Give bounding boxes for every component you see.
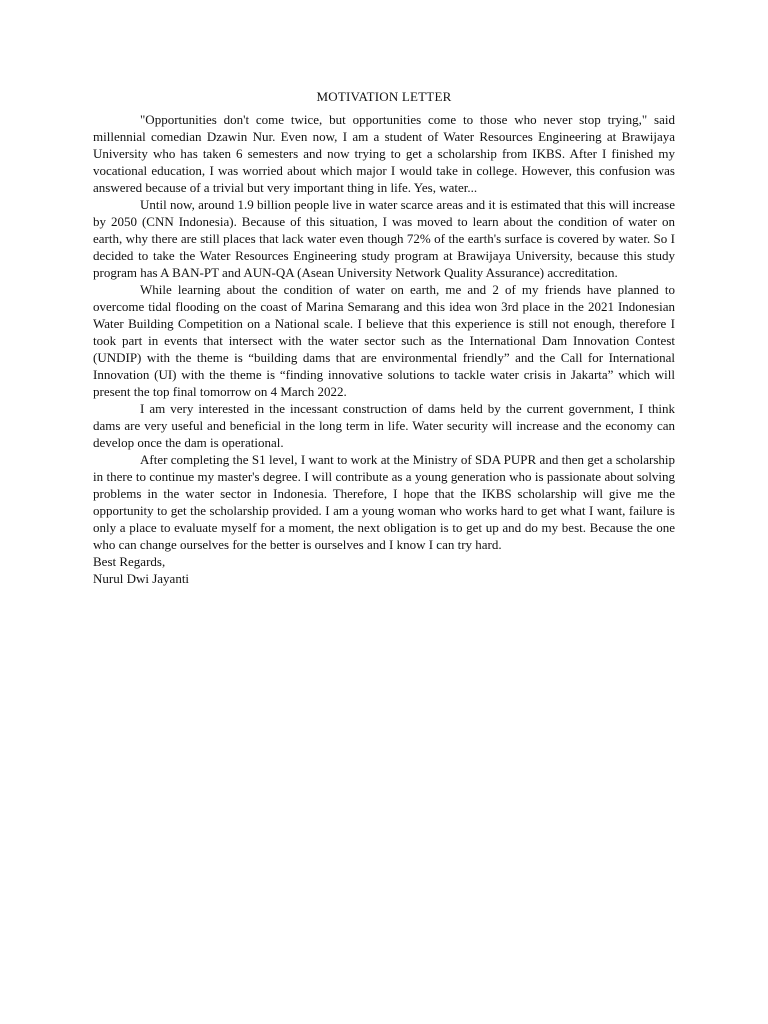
letter-body xyxy=(93,88,675,587)
paragraph-1: "Opportunities don't come twice, but opportunities come to those who never stop trying," said millennial comedian Dzawin Nur. Even now, I am a student of Water Resources Engineering at Brawijaya University who has taken 6 semesters and now trying to get a scholarship from IKBS. After I finished my vocational education, I was worried about which major I would take in college. However, this confusion was answered because of a trivial but very important thing in life. Yes, water... xyxy=(93,112,675,195)
paragraph-3: While learning about the condition of water on earth, me and 2 of my friends have planned to overcome tidal flooding on the coast of Marina Semarang and this idea won 3rd place in the 2021 Indonesian Water Building Competition on a National scale. I believe that this experience is still not enough, therefore I took part in events that intersect with the water sector such as the International Dam Innovation Contest (UNDIP) with the theme is “building dams that are environmental friendly” and the Call for International Innovation (UI) with the theme is “finding innovative solutions to tackle water crisis in Jakarta” which will present the top final tomorrow on 4 March 2022. xyxy=(93,282,675,399)
document-title: MOTIVATION LETTER xyxy=(316,89,452,104)
paragraph-2: Until now, around 1.9 billion people live in water scarce areas and it is estimated that this will increase by 2050 (CNN Indonesia). Because of this situation, I was moved to learn about the condition of water on earth, why there are still places that lack water even though 72% of the earth's surface is covered by water. So I decided to take the Water Resources Engineering study program at Brawijaya University, because this study program has A BAN-PT and AUN-QA (Asean University Network Quality Assurance) accreditation. xyxy=(93,197,675,280)
signature-name: Nurul Dwi Jayanti xyxy=(93,571,190,586)
paragraph-5: After completing the S1 level, I want to work at the Ministry of SDA PUPR and then get a scholarship in there to continue my master's degree. I will contribute as a young generation who is passionate about solving problems in the water sector in Indonesia. Therefore, I hope that the IKBS scholarship will give me the opportunity to get the scholarship provided. I am a young woman who works hard to get what I want, failure is only a place to evaluate myself for a moment, the next obligation is to get up and do my best. Because the one who can change ourselves for the better is ourselves and I know I can try hard. xyxy=(93,452,675,552)
closing-salutation: Best Regards, xyxy=(93,554,166,569)
paragraph-4: I am very interested in the incessant construction of dams held by the current government, I think dams are very useful and beneficial in the long term in life. Water security will increase and the economy can develop once the dam is operational. xyxy=(93,401,675,450)
